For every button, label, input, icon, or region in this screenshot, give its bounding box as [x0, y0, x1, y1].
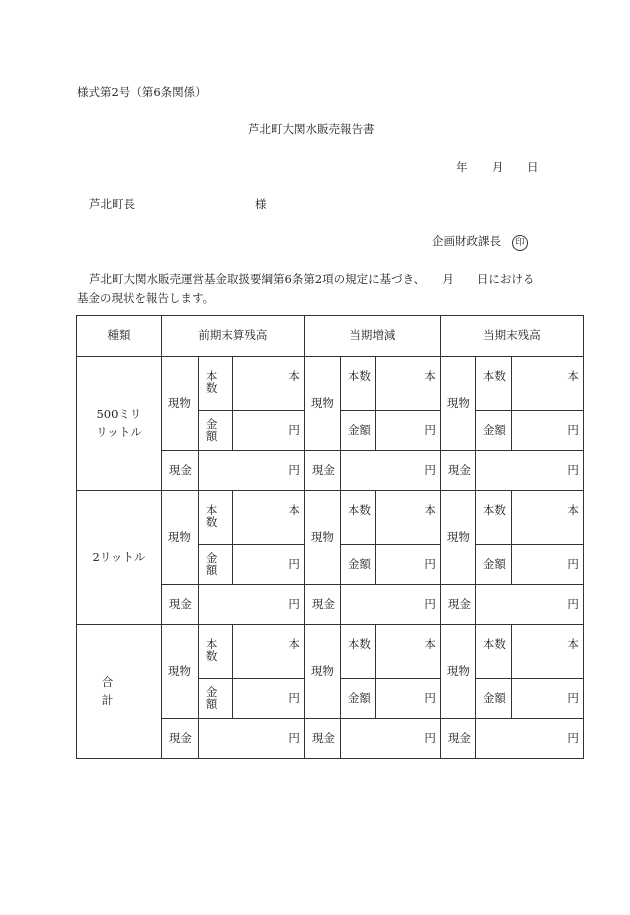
- form-number: 様式第2号（第6条関係）: [77, 85, 207, 99]
- count-label: 本数: [340, 625, 375, 679]
- goods-label: 現物: [304, 491, 340, 585]
- count-unit: 本: [232, 491, 304, 545]
- cash-label: 現金: [304, 719, 340, 759]
- goods-label: 現物: [440, 357, 475, 451]
- cash-label: 現金: [161, 585, 198, 625]
- cash-label: 現金: [440, 451, 475, 491]
- amount-label: 金額: [475, 411, 511, 451]
- cash-label: 現金: [440, 585, 475, 625]
- amount-unit: 円: [511, 545, 583, 585]
- cash-unit: 円: [475, 451, 583, 491]
- cash-unit: 円: [475, 585, 583, 625]
- header-change: 当期増減: [304, 316, 440, 357]
- cash-label: 現金: [161, 451, 198, 491]
- goods-label: 現物: [161, 625, 198, 719]
- cash-unit: 円: [340, 719, 440, 759]
- amount-label: 金額: [340, 411, 375, 451]
- date-year: 年: [456, 160, 468, 174]
- goods-label: 現物: [440, 625, 475, 719]
- amount-unit: 円: [511, 679, 583, 719]
- row-category: [77, 491, 162, 625]
- cash-unit: 円: [198, 585, 304, 625]
- count-label: 本数: [198, 357, 232, 411]
- date-day: 日: [527, 160, 539, 174]
- goods-label: 現物: [304, 625, 340, 719]
- goods-label: 現物: [440, 491, 475, 585]
- cash-label: 現金: [440, 719, 475, 759]
- amount-unit: 円: [375, 679, 440, 719]
- row-category: [77, 625, 176, 759]
- row-category-label: 2リットル: [92, 549, 146, 564]
- count-label: 本数: [475, 625, 511, 679]
- amount-label: 金額: [475, 545, 511, 585]
- cash-label: 現金: [304, 585, 340, 625]
- header-prev-balance: 前期末算残高: [161, 316, 304, 357]
- header-current-balance: 当期末残高: [440, 316, 583, 357]
- amount-label: 金額: [198, 679, 232, 719]
- count-label: 本数: [475, 357, 511, 411]
- amount-label: 金額: [475, 679, 511, 719]
- amount-label: 金額: [198, 545, 232, 585]
- count-label: 本数: [198, 625, 232, 679]
- cash-unit: 円: [340, 585, 440, 625]
- cash-unit: 円: [198, 451, 304, 491]
- addressee-honorific: 様: [255, 197, 267, 211]
- sender-title: 企画財政課長: [432, 234, 501, 248]
- goods-label: 現物: [161, 491, 198, 585]
- count-unit: 本: [375, 625, 440, 679]
- count-unit: 本: [511, 357, 583, 411]
- seal-mark: 印: [512, 235, 528, 251]
- row-category-label: 合 計: [101, 674, 176, 707]
- count-unit: 本: [232, 625, 304, 679]
- row-category-label: 500ミリ: [96, 406, 142, 421]
- amount-unit: 円: [511, 411, 583, 451]
- count-unit: 本: [232, 357, 304, 411]
- goods-label: 現物: [304, 357, 340, 451]
- count-label: 本数: [475, 491, 511, 545]
- amount-label: 金額: [198, 411, 232, 451]
- row-category: [77, 357, 162, 491]
- cash-unit: 円: [475, 719, 583, 759]
- cash-label: 現金: [304, 451, 340, 491]
- count-unit: 本: [511, 625, 583, 679]
- addressee-name: 芦北町長: [89, 197, 135, 211]
- amount-unit: 円: [375, 411, 440, 451]
- date-month: 月: [492, 160, 504, 174]
- cash-label: 現金: [161, 719, 198, 759]
- amount-unit: 円: [232, 545, 304, 585]
- count-label: 本数: [198, 491, 232, 545]
- goods-label: 現物: [161, 357, 198, 451]
- amount-unit: 円: [375, 545, 440, 585]
- row-category-label: リットル: [96, 424, 142, 439]
- amount-unit: 円: [232, 411, 304, 451]
- amount-unit: 円: [232, 679, 304, 719]
- document-title: 芦北町大関水販売報告書: [248, 122, 375, 136]
- count-unit: 本: [511, 491, 583, 545]
- header-type: 種類: [77, 316, 162, 357]
- count-unit: 本: [375, 491, 440, 545]
- amount-label: 金額: [340, 679, 375, 719]
- count-label: 本数: [340, 491, 375, 545]
- body-text-line1: 芦北町大関水販売運営基金取扱要綱第6条第2項の規定に基づき、 月 日における: [89, 272, 535, 286]
- amount-label: 金額: [340, 545, 375, 585]
- cash-unit: 円: [340, 451, 440, 491]
- count-label: 本数: [340, 357, 375, 411]
- body-text-line2: 基金の現状を報告します。: [77, 291, 215, 305]
- fund-status-table: [76, 315, 584, 759]
- count-unit: 本: [375, 357, 440, 411]
- cash-unit: 円: [198, 719, 304, 759]
